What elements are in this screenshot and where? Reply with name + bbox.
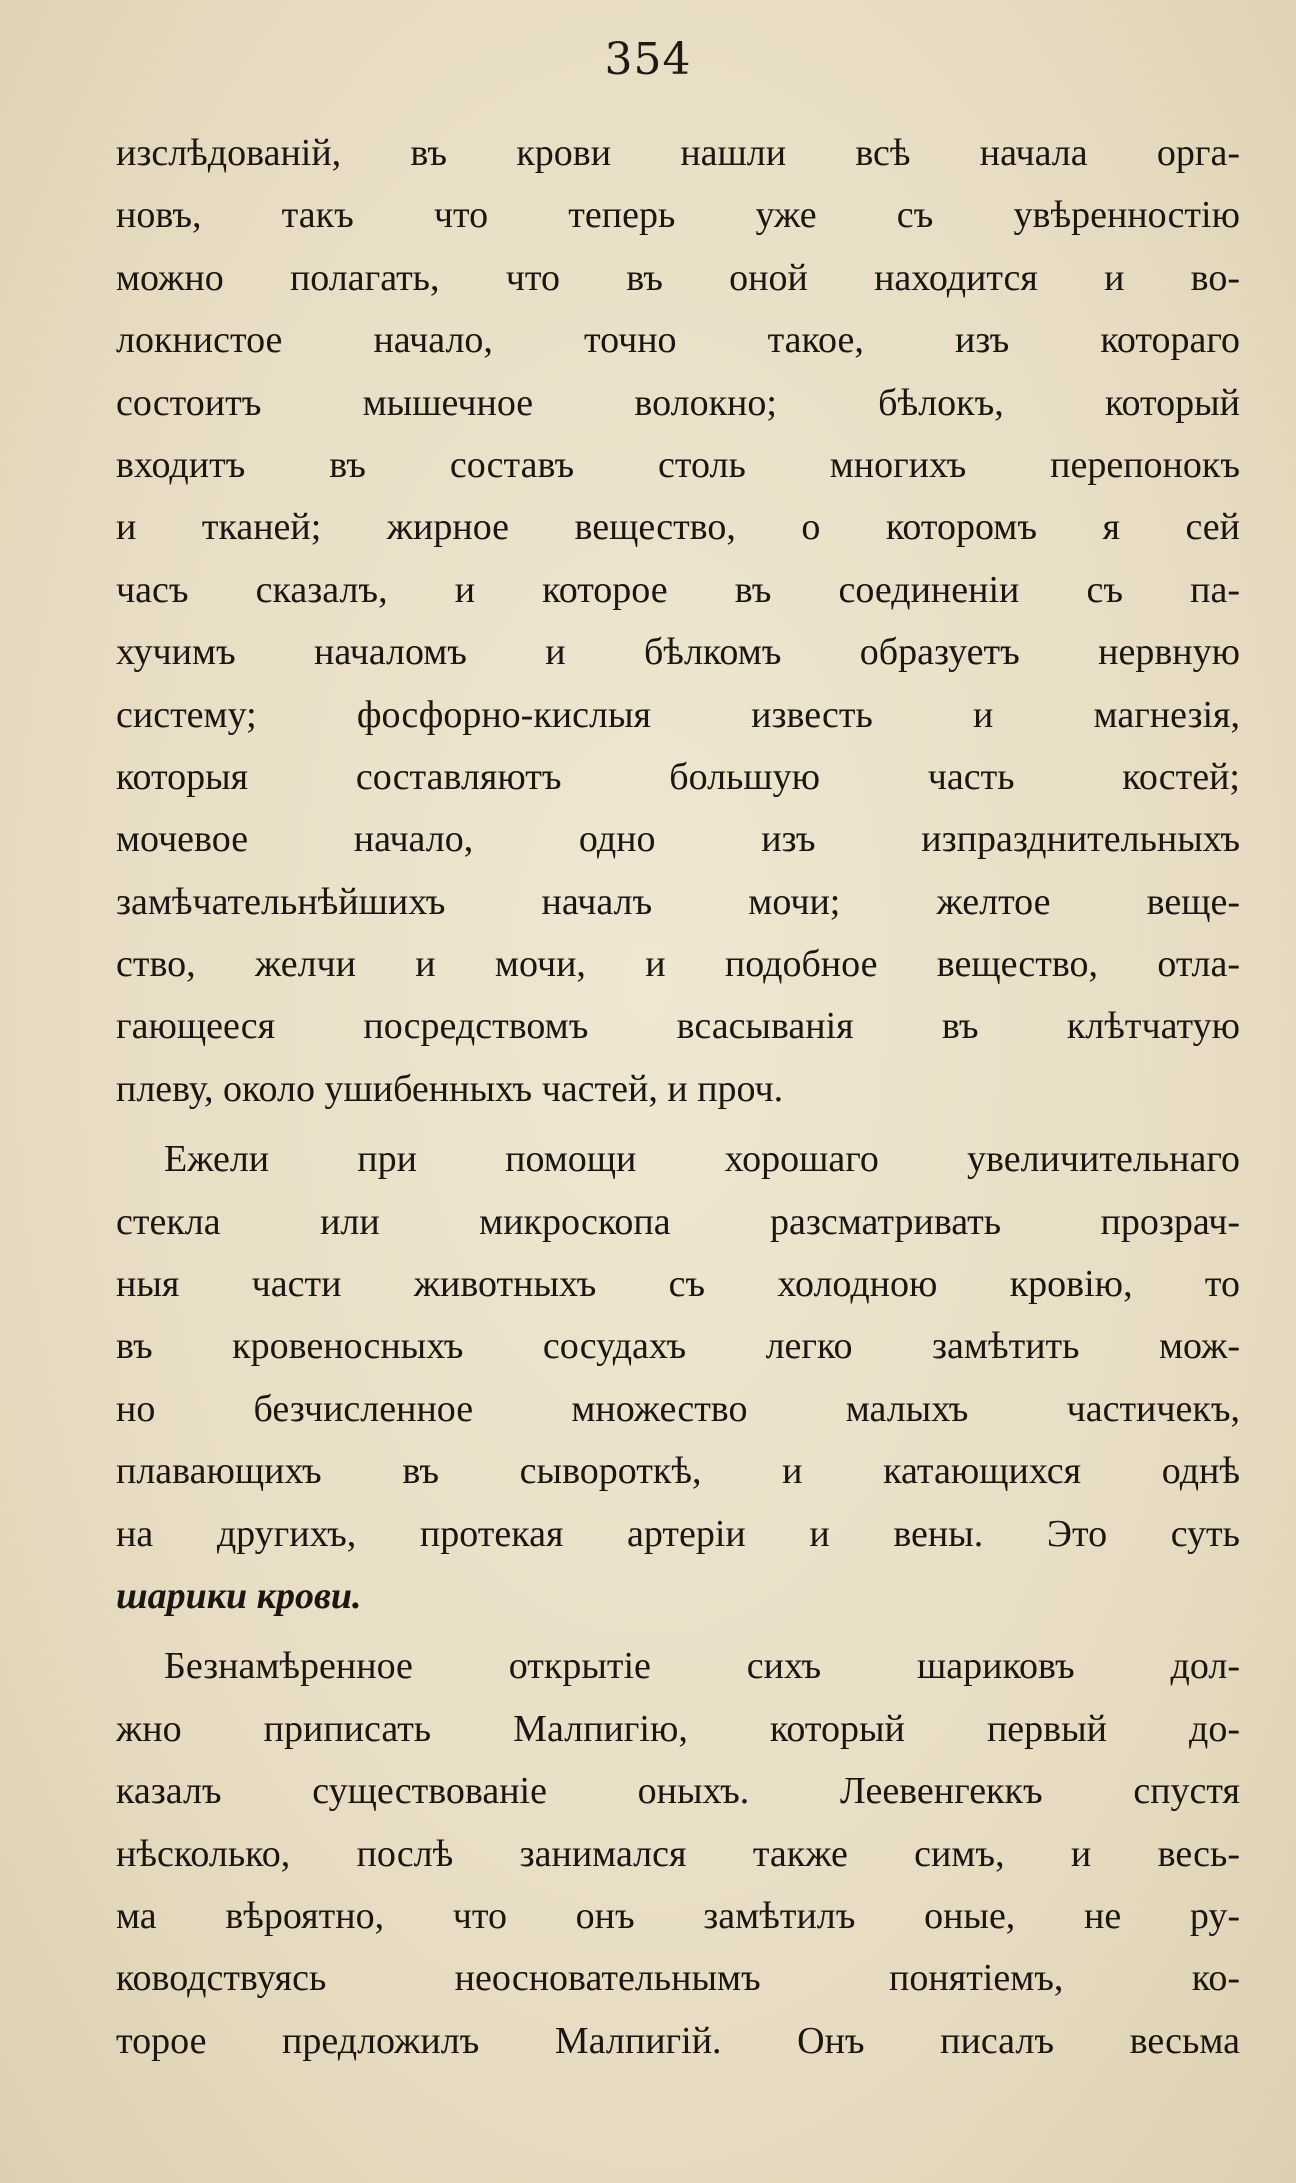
text-line: которыя составляютъ большую часть костей; <box>116 755 1240 798</box>
text-line: изслѣдованій, въ крови нашли всѣ начала орга- <box>116 132 1240 174</box>
text-line: и тканей; жирное вещество, о которомъ я сей <box>116 506 1240 549</box>
text-line: ство, желчи и мочи, и подобное вещество, отла- <box>116 943 1240 986</box>
text-line: мочевое начало, одно изъ изпразднительныхъ <box>116 818 1240 861</box>
text-line: казалъ существованіе оныхъ. Леевенгеккъ спустя <box>116 1770 1240 1813</box>
text-line: стекла или микроскопа разсматривать прозрач- <box>116 1200 1240 1243</box>
text-line: систему; фосфорно-кислыя известь и магнезія, <box>116 693 1240 736</box>
text-line: входитъ въ составъ столь многихъ перепонокъ <box>116 443 1240 486</box>
paragraph-start-line: Безнамѣренное открытіе сихъ шариковъ дол- <box>164 1645 1240 1688</box>
body-text <box>116 122 1240 2072</box>
text-line: ма вѣроятно, что онъ замѣтилъ оные, не ру- <box>116 1894 1240 1937</box>
text-line: локнистое начало, точно такое, изъ котораго <box>116 319 1240 362</box>
text-line: плеву, около ушибенныхъ частей, и проч. <box>116 1067 784 1110</box>
text-line: торое предложилъ Малпигій. Онъ писалъ весьма <box>116 2019 1240 2062</box>
text-line: замѣчательнѣйшихъ началъ мочи; желтое веще- <box>116 880 1240 923</box>
text-line: плавающихъ въ сывороткѣ, и катающихся однѣ <box>116 1450 1240 1493</box>
text-line: но безчисленное множество малыхъ частичекъ, <box>116 1387 1240 1430</box>
text-line: гающееся посредствомъ всасыванія въ клѣтчатую <box>116 1005 1240 1048</box>
text-line: хучимъ началомъ и бѣлкомъ образуетъ нервную <box>116 631 1240 674</box>
text-line: жно приписать Малпигію, который первый до- <box>116 1707 1240 1750</box>
text-line: часъ сказалъ, и которое въ соединеніи съ па- <box>116 568 1240 611</box>
text-line: состоитъ мышечное волокно; бѣлокъ, который <box>116 381 1240 424</box>
text-line: новъ, такъ что теперь уже съ увѣренностію <box>116 194 1240 237</box>
paragraph-start-line: Ежели при помощи хорошаго увеличительнаго <box>164 1138 1240 1181</box>
italic-term-line: шарики крови. <box>116 1574 362 1617</box>
text-line: на другихъ, протекая артеріи и вены. Это суть <box>116 1512 1240 1555</box>
text-line: ныя части животныхъ съ холодною кровію, то <box>116 1263 1240 1306</box>
text-line: ководствуясь неосновательнымъ понятіемъ, ко- <box>116 1957 1240 2000</box>
text-line: нѣсколько, послѣ занимался также симъ, и весь- <box>116 1832 1240 1875</box>
text-line: можно полагать, что въ оной находится и во- <box>116 256 1240 299</box>
text-line: въ кровеносныхъ сосудахъ легко замѣтить мож- <box>116 1325 1240 1368</box>
page-number: 354 <box>604 34 692 85</box>
